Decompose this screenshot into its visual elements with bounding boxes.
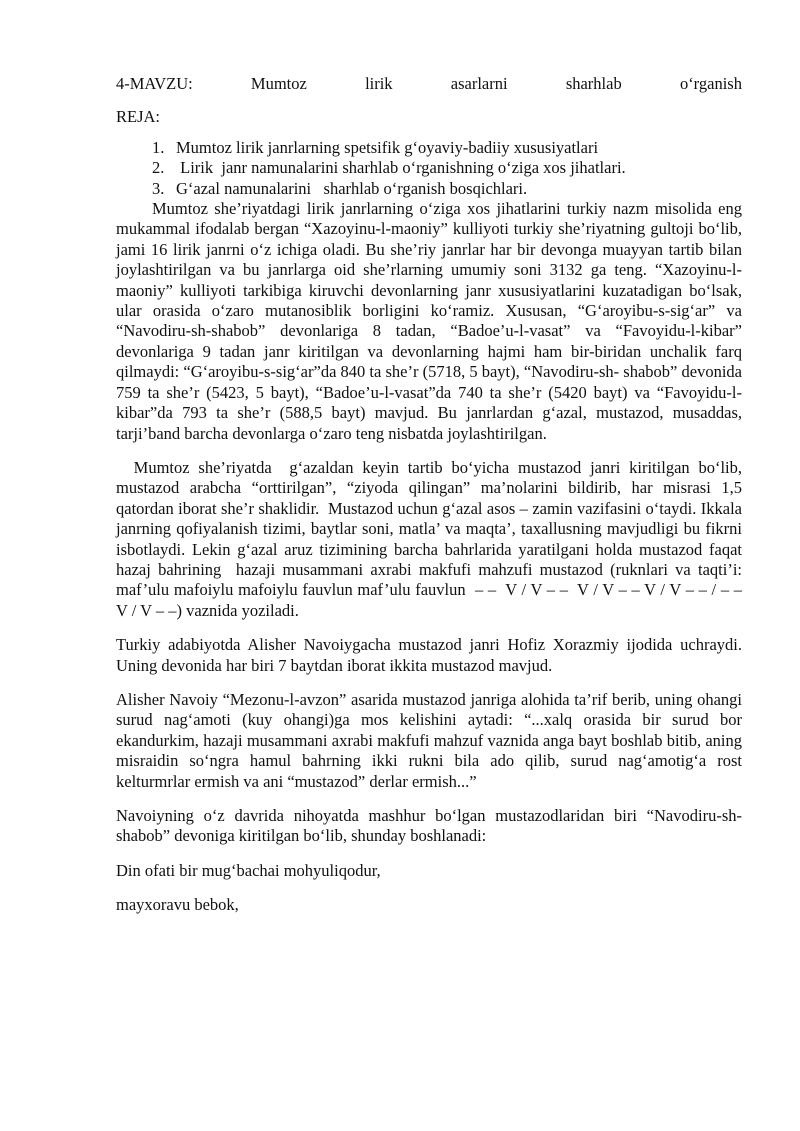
title-word: lirik xyxy=(365,74,393,93)
plan-item-number: 2. xyxy=(152,158,165,178)
plan-heading: REJA: xyxy=(116,107,161,127)
plan-item xyxy=(116,138,742,158)
body-paragraph: Mumtoz she’riyatda g‘azaldan keyin tartib bo‘yicha mustazod janri kiritilgan bo‘lib, mustazod arabcha “orttirilgan”, “ziyoda qilingan” ma’nolarini bildirib, har misrasi 1,5 qatordan iborat she’r shaklidir. Mustazod uchun g‘azal asos – zamin vazifasini o‘taydi. Ikkala janrning qofiyalanish tizimi, baytlar soni, matla’ va maqta’, taxallusning mavjudligi bu fikrni isbotlaydi. Lekin g‘azal aruz tizimining barcha bahrlarida yaratilgani holda mustazod faqat hazaj bahrining hazaji musammani axrabi makfufi mahzufi mustazod (ruknlari va taqti’i: maf’ulu mafoiylu mafoiylu fauvlun maf’ulu fauvlun – – V / V – – V / V – – V / V – – / – – V / V – –) vaznida yoziladi. xyxy=(116,457,747,620)
document-page xyxy=(116,74,747,916)
title-word: 4-MAVZU: xyxy=(116,74,193,93)
plan-item-text: G‘azal namunalarini sharhlab o‘rganish bosqichlari. xyxy=(176,178,528,198)
body-paragraph: Turkiy adabiyotda Alisher Navoiygacha mustazod janri Hofiz Xorazmiy ijodida uchraydi. Uning devonida har biri 7 baytdan iborat ikkita mustazod mavjud. xyxy=(116,635,742,675)
title-word: asarlarni xyxy=(450,74,508,93)
title-word: sharhlab xyxy=(565,74,622,93)
body-paragraph: Mumtoz she’riyatdagi lirik janrlarning o‘ziga xos jihatlarini turkiy nazm misolida eng mukammal ifodalab bergan “Xazoyinu-l-maoniy” kulliyoti turkiy she’riyatning gultoji bo‘lib, jami 16 lirik janrni o‘z ichiga oladi. Bu she’riy janrlar har bir devonga muayyan tartib bilan joylashtirilgan va bu janrlarga oid she’rlarning umumiy soni 3132 ga teng. “Xazoyinu-l-maoniy” kulliyoti tarkibiga kiruvchi devonlarning janr xususiyatlarini kuzatadigan bo‘lsak, ular orasida o‘zaro mutanosiblik borligini ko‘ramiz. Xususan, “G‘aroyibu-s-sig‘ar” va “Navodiru-sh-shabob” devonlariga 8 tadan, “Badoe’u-l-vasat” va “Favoyidu-l-kibar” devonlariga 9 tadan janr kiritilgan va devonlarning hajmi ham bir-biridan unchalik farq qilmaydi: “G‘aroyibu-s-sig‘ar”da 840 ta she’r (5718, 5 bayt), “Navodiru-sh- shabob” devonida 759 ta she’r (5423, 5 bayt), “Badoe’u-l-vasat”da 740 ta she’r (5420 bayt) va “Favoyidu-l-kibar”da 793 ta she’r (588,5 bayt) mavjud. Bu janrlardan g‘azal, mustazod, musaddas, tarji’band barcha devonlarga o‘zaro teng nisbatda joylashtirilgan. xyxy=(116,199,742,443)
plan-item-text: Mumtoz lirik janrlarning spetsifik g‘oyaviy-badiiy xususiyatlari xyxy=(176,137,599,157)
body-paragraph: Alisher Navoiy “Mezonu-l-avzon” asarida mustazod janriga alohida ta’rif berib, uning ohangi surud nag‘amoti (kuy ohangi)ga mos kelishini aytadi: “...xalq orasida bir surud bor ekandurkim, hazaji musammani axrabi makfufi mahzuf vaznida anga bayt boshlab bitib, aning misraidin so‘ngra hamul bahrning ikki rukni bila ado qilib, surud nag‘amotig‘a rost kelturmrlar ermish va ani “mustazod” derlar ermish...” xyxy=(116,689,742,791)
verse-line: mayxoravu bebok, xyxy=(116,895,239,915)
plan-item-number: 1. xyxy=(152,137,165,157)
plan-item xyxy=(116,158,742,178)
title-word: Mumtoz xyxy=(250,74,307,93)
body-paragraph: Navoiyning o‘z davrida nihoyatda mashhur bo‘lgan mustazodlaridan biri “Navodiru-sh-shabob” devoniga kiritilgan bo‘lib, shunday boshlanadi: xyxy=(116,806,742,846)
plan-item xyxy=(116,179,742,199)
plan-list xyxy=(116,138,742,199)
plan-item-number: 3. xyxy=(152,178,165,198)
plan-item-text: Lirik janr namunalarini sharhlab o‘rganishning o‘ziga xos jihatlari. xyxy=(176,158,626,178)
title-word: o‘rganish xyxy=(679,74,742,93)
verse-line: Din ofati bir mug‘bachai mohyuliqodur, xyxy=(116,860,381,880)
document-title xyxy=(116,74,742,94)
